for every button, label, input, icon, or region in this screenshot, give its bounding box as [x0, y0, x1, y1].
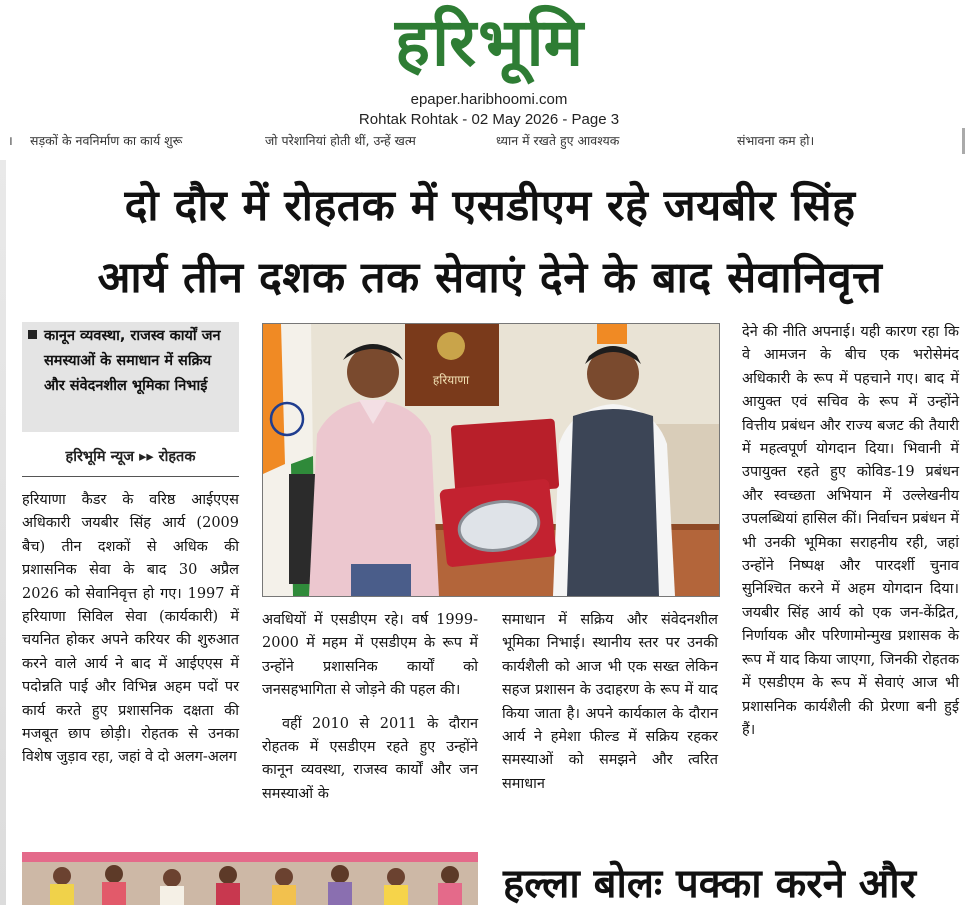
strip-divider: ।: [8, 133, 13, 148]
photo-illustration: [263, 324, 719, 596]
article-photo[interactable]: [262, 323, 720, 597]
article-column-4: [742, 321, 959, 742]
emblem-label: हरियाणा: [432, 373, 470, 387]
edition-info: Rohtak Rohtak - 02 May 2026 - Page 3: [358, 111, 620, 128]
strip-text: सड़कों के नवनिर्माण का कार्य शुरू: [30, 133, 183, 148]
article-column-3: [502, 609, 718, 796]
summary-box: [22, 322, 239, 432]
column-4-text: देने की नीति अपनाई। यही कारण रहा कि वे आमजन के बीच एक भरोसेमंद अधिकारी के रूप में पहचाने गए। बाद में आयुक्त एवं सचिव के रूप में उन्होंने वित्तीय प्रबंधन और राज्य बजट की तैयारी में महत्वपूर्ण योगदान दिया। भिवानी में उपायुक्त रहते हुए कोविड-19 प्रबंधन और स्वच्छता अभियान में उल्लेखनीय उपलब्धियां हासिल कीं। निर्वाचन प्रबंधन में भी उनकी भूमिका सराहनीय रही, जहां उन्होंने निष्पक्ष और पारदर्शी चुनाव सुनिश्चित करने में अहम योगदान दिया। जयबीर सिंह आर्य को एक जन-केंद्रित, निर्णायक और परिणामोन्मुख प्रशासक के रूप में याद किया जाएगा, जिनकी रोहतक में एसडीएम के रूप में सेवाएं आज भी प्रशासनिक कार्यशैली की प्रेरणा बनी हुई हैं।: [742, 324, 959, 738]
column-2-paragraph-2: वहीं 2010 से 2011 के दौरान रोहतक में एसडीएम रहते हुए उन्होंने कानून व्यवस्था, राजस्व कार्यों और जन समस्याओं के: [262, 715, 478, 802]
masthead: [0, 0, 978, 135]
article-column-2: [262, 609, 478, 806]
haribhoomi-logo[interactable]: हरिभूमि: [394, 4, 586, 81]
bullet-square-icon: [28, 330, 37, 339]
byline-text: हरिभूमि न्यूज ▸▸ रोहतक: [65, 449, 196, 465]
crowd-photo-illustration: [22, 852, 478, 905]
byline-rule: [22, 476, 239, 477]
column-2-paragraph-1: अवधियों में एसडीएम रहे। वर्ष 1999-2000 में महम में एसडीएम के रूप में उन्होंने प्रशासनिक कार्यों को जनसहभागिता से जोड़ने की पहल की।: [262, 612, 478, 699]
byline: [22, 446, 239, 466]
page-edge: [0, 160, 6, 905]
column-3-text: समाधान में सक्रिय और संवेदनशील भूमिका निभाई। स्थानीय स्तर पर उनकी कार्यशैली को आज भी एक सख्त लेकिन सहज प्रशासन के उदाहरण के रूप में याद किया जाता है। अपने कार्यकाल के दौरान आर्य ने हमेशा फील्ड में सक्रिय रहकर समस्याओं को समझने और त्वरित समाधान: [502, 612, 718, 792]
headline-line-2: आर्य तीन दशक तक सेवाएं देने के बाद सेवानिवृत्त: [97, 253, 883, 303]
summary-text: कानून व्यवस्था, राजस्व कार्यों जन समस्याओं के समाधान में सक्रिय और संवेदनशील भूमिका निभाई: [44, 328, 221, 394]
column-1-text: हरियाणा कैडर के वरिष्ठ आईएएस अधिकारी जयबीर सिंह आर्य (2009 बैच) तीन दशकों से अधिक की प्रशासनिक सेवा के बाद 30 अप्रैल 2026 को सेवानिवृत्त हो गए। 1997 में हरियाणा सिविल सेवा (कार्यकारी) में चयनित होकर अपने करियर की शुरुआत करने वाले आर्य ने बाद में आईएएस में पदोन्नति पाई और विभिन्न अहम पदों पर कार्य करते हुए प्रशासनिक दक्षता की मजबूत छाप छोड़ी। रोहतक से उनका विशेष जुड़ाव रहा, जहां वे दो अलग-अलग: [22, 492, 239, 766]
site-url[interactable]: epaper.haribhoomi.com: [410, 91, 568, 108]
next-story-headline[interactable]: हल्ला बोलः पक्का करने और: [503, 861, 917, 907]
next-story-photo[interactable]: [22, 852, 478, 905]
strip-text: संभावना कम हो।: [737, 133, 815, 148]
previous-article-strip: [0, 128, 965, 154]
strip-text: ध्यान में रखते हुए आवश्यक: [496, 133, 620, 148]
article-column-1: [22, 489, 239, 770]
article-headline: [20, 170, 960, 314]
headline-line-1: दो दौर में रोहतक में एसडीएम रहे जयबीर सिंह: [124, 181, 856, 231]
strip-text: जो परेशानियां होती थीं, उन्हें खत्म: [265, 133, 416, 148]
